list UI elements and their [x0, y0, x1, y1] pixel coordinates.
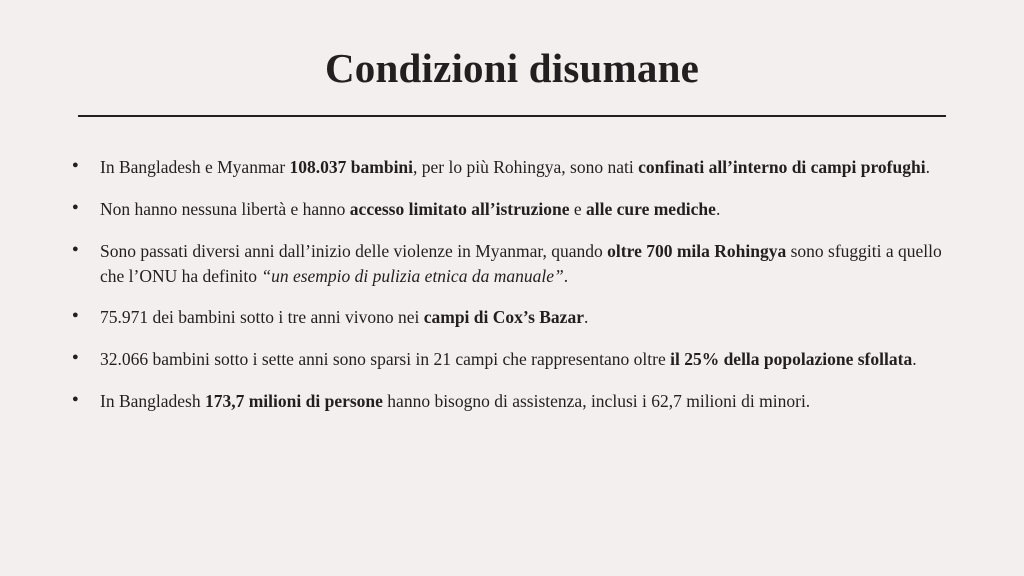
list-item	[66, 305, 966, 330]
text-run: .	[912, 349, 917, 370]
list-item	[66, 347, 966, 372]
text-run: In Bangladesh	[100, 391, 205, 412]
text-run: “un esempio di pulizia etnica da manuale”	[261, 265, 564, 286]
title-divider	[78, 115, 946, 117]
bullet-list	[0, 155, 1024, 414]
text-run: 108.037 bambini	[289, 157, 414, 178]
text-run: 32.066 bambini sotto i sette anni sono sparsi in 21 campi che rappresentano oltre	[100, 349, 671, 370]
text-run: Non hanno nessuna libertà e hanno	[100, 198, 350, 219]
text-run: oltre 700 mila Rohingya	[607, 240, 787, 261]
text-run: hanno bisogno di assistenza, inclusi i 62,7 milioni di minori.	[382, 391, 811, 412]
text-run: campi di Cox’s Bazar	[423, 307, 584, 328]
text-run: .	[715, 198, 721, 219]
text-run: il 25% della popolazione sfollata	[670, 349, 913, 370]
text-run: 75.971 dei bambini sotto i tre anni vivono nei	[100, 307, 424, 328]
text-run: 173,7 milioni di persone	[204, 391, 383, 412]
text-run: accesso limitato all’istruzione	[349, 198, 570, 219]
list-item	[66, 239, 966, 289]
text-run: e	[569, 198, 587, 219]
text-run: alle cure mediche	[586, 198, 716, 219]
text-run: .	[925, 157, 930, 178]
text-run: Sono passati diversi anni dall’inizio delle violenze in Myanmar, quando	[100, 240, 608, 261]
text-run: In Bangladesh e Myanmar	[100, 157, 290, 178]
list-item	[66, 155, 966, 180]
text-run: , per lo più Rohingya, sono nati	[413, 157, 639, 178]
text-run: .	[563, 265, 569, 286]
list-item	[66, 389, 966, 414]
text-run: confinati all’interno di campi profughi	[638, 157, 926, 178]
list-item	[66, 197, 966, 222]
text-run: .	[583, 307, 589, 328]
text-run: sono sfuggiti a quello che l’ONU ha definito	[100, 240, 942, 286]
page-title: Condizioni disumane	[324, 45, 700, 91]
